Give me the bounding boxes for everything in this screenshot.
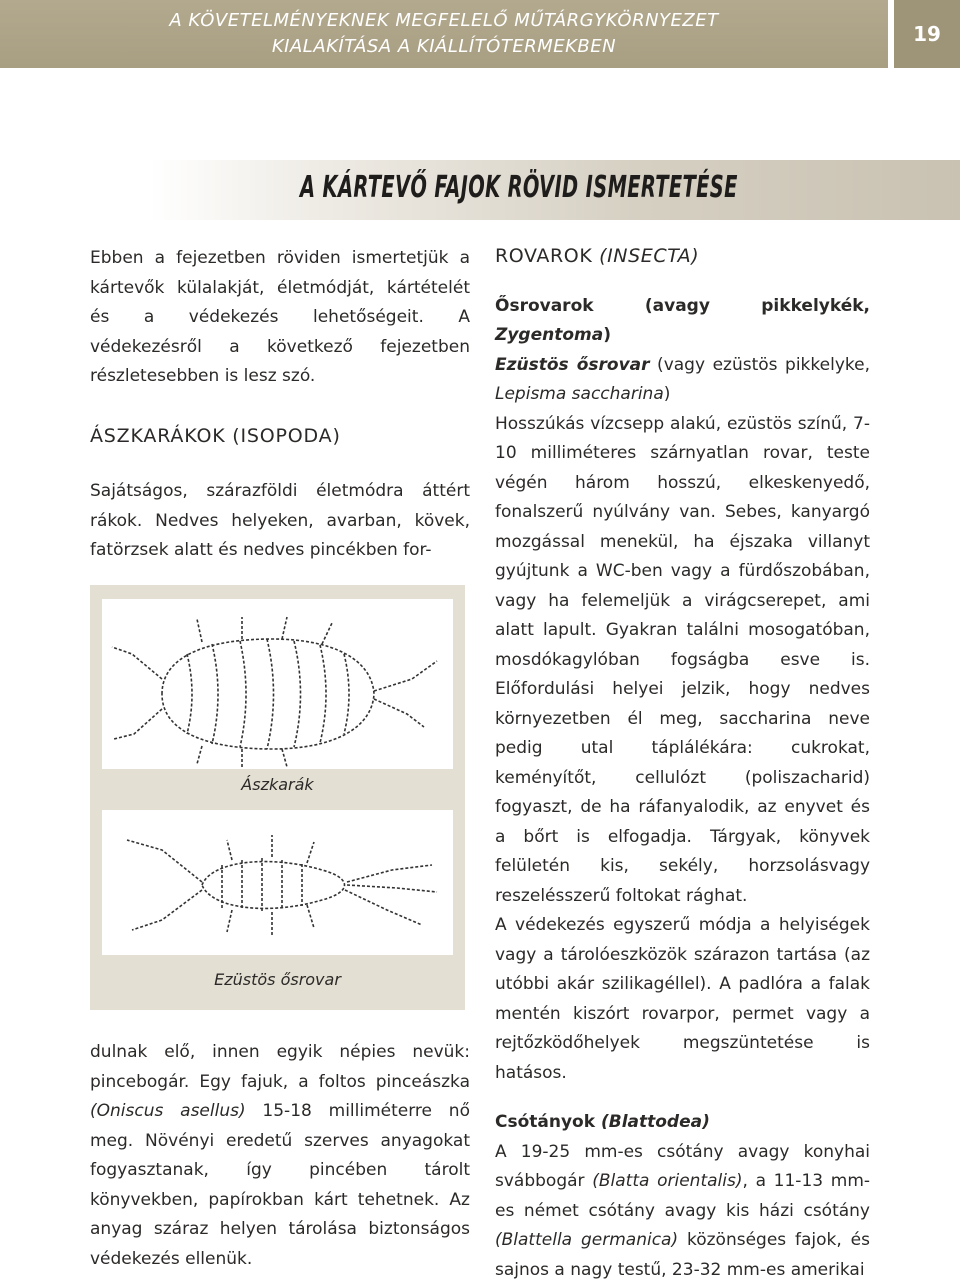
page-header [0, 0, 960, 68]
subheading-text: ) [603, 325, 611, 345]
subheading-text: Csótányok [495, 1112, 601, 1132]
silverfish-illustration [102, 810, 453, 955]
page-number: 19 [894, 0, 960, 68]
subheading-text: Ősrovarok (avagy pikkelykék, [495, 296, 870, 316]
running-title-line-1: A KÖVETELMÉNYEKNEK MEGFELELŐ MŰTÁRGYKÖRNYEZET [0, 8, 888, 34]
woodlouse-illustration [102, 599, 453, 769]
subheading-latin: (Blattodea) [601, 1112, 710, 1132]
running-title [0, 8, 888, 60]
species-line-silverfish [495, 351, 870, 410]
heading-text: ROVAROK [495, 245, 599, 267]
right-column [495, 242, 870, 1285]
subheading-latin: Zygentoma [495, 325, 603, 345]
section-heading-isopoda: ÁSZKARÁKOK (ISOPODA) [90, 422, 341, 452]
text-run: (vagy ezüstös pikkelyke, [650, 355, 870, 375]
text-run: közönséges fajok, és sajnos a nagy testű, 23-32 mm-es amerikai [495, 1230, 870, 1280]
latin-name-oniscus: (Oniscus asellus) [90, 1101, 246, 1121]
caption-silverfish: Ezüstös ősrovar [90, 970, 465, 989]
left-column-continued [90, 1038, 470, 1274]
caption-woodlouse: Ászkarák [90, 775, 465, 794]
subheading-zygentoma [495, 292, 870, 351]
species-name: Ezüstös ősrovar [495, 355, 650, 375]
silverfish-description: Hosszúkás vízcsepp alakú, ezüstös színű, 7-10 milliméteres szárnyatlan rovar, teste végén három hosszú, elkeskenyedő, fonalszerű nyúlvány van. Sebes, kanyargó mozgással menekül, ha éjszaka villanyt gyújtunk a WC-ben vagy a fürdőszobában, vagy ha felemeljük a virágcserepet, ami alatt lapult. Gyakran találni mosogatóban, mosdókagylóban fogságba esve is. Előfordulási helyei jelzik, hogy nedves környezetben él meg, saccharina neve pedig utal táplálékára: cukrokat, keményítőt, cellulózt (poliszacharid) fogyaszt, de ha ráfanyalodik, az enyvet és a bőrt is elfogadja. Tárgyak, könyvek felületén kis, sekély, horzsolásvagy reszelésszerű foltokat rághat. [495, 410, 870, 912]
latin-name-lepisma: Lepisma saccharina [495, 384, 664, 404]
text-run: A 19-25 mm-es csótány avagy konyhai svábbogár [495, 1142, 870, 1192]
silverfish-drawing [102, 810, 453, 955]
isopoda-paragraph: Sajátságos, szárazföldi életmódra áttért rákok. Nedves helyeken, avarban, kövek, fatörzsek alatt és nedves pincékben for- [90, 477, 470, 566]
heading-latin: (INSECTA) [599, 245, 699, 267]
text-run: dulnak elő, innen egyik népies nevük: pincebogár. Egy fajuk, a foltos pinceászka [90, 1042, 470, 1092]
isopoda-paragraph-continued [90, 1038, 470, 1274]
cockroach-paragraph [495, 1138, 870, 1285]
latin-name-blatta: (Blatta orientalis) [592, 1171, 742, 1191]
header-band [0, 0, 888, 68]
figure-illustrations [90, 585, 465, 1010]
running-title-line-2: KIALAKÍTÁSA A KIÁLLÍTÓTERMEKBEN [0, 34, 888, 60]
latin-name-blattella: (Blattella germanica) [495, 1230, 678, 1250]
spacer [495, 1088, 870, 1108]
spacer [495, 272, 870, 292]
text-run: ) [664, 384, 671, 404]
section-heading-insecta [495, 242, 870, 272]
woodlouse-drawing [102, 599, 453, 769]
text-run: 15-18 milliméterre nő meg. Növényi eredetű szerves anyagokat fogyasztanak, így pincében tárolt könyvekben, papírokban kárt tehetnek. Az anyag száraz helyen tárolása biztonságos védekezés ellenük. [90, 1101, 470, 1269]
subheading-blattodea [495, 1108, 870, 1138]
silverfish-protection: A védekezés egyszerű módja a helyiségek vagy a tárolóeszközök szárazon tartása (az utóbbi akár szilikagéllel). A padlóra a falak mentén kiszórt rovarpor, permet vagy a rejtőzködőhelyek megszüntetése is hatásos. [495, 911, 870, 1088]
intro-paragraph: Ebben a fejezetben röviden ismertetjük a kártevők külalakját, életmódját, kártételét és a védekezés lehetőségeit. A védekezésről a következő fejezetben részletesebben is lesz szó. [90, 244, 470, 392]
text-run: , a 11-13 mm-es német csótány avagy kis házi csótány [495, 1171, 870, 1221]
left-column [90, 244, 470, 392]
chapter-title: A KÁRTEVŐ FAJOK RÖVID ISMERTETÉSE [300, 170, 559, 205]
